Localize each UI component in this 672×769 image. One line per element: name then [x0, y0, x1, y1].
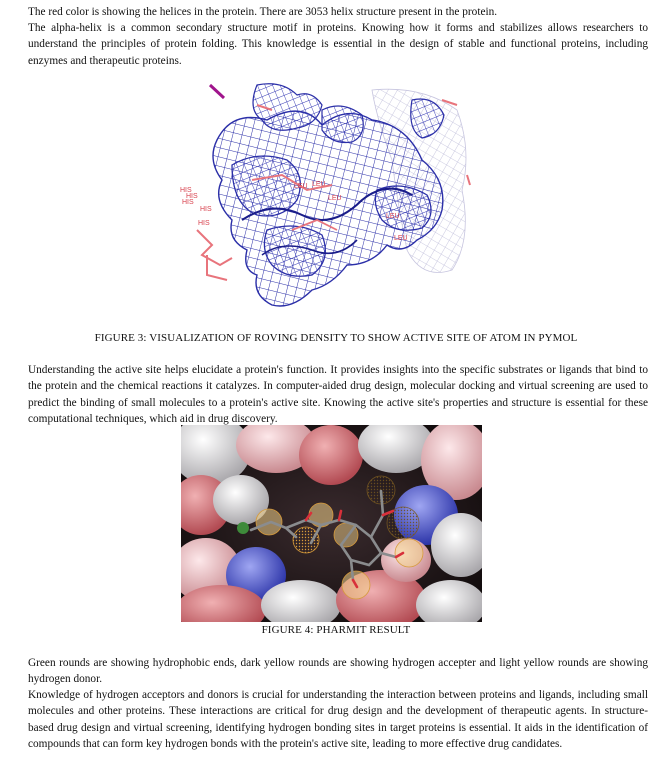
residue-label: LEU — [394, 235, 408, 242]
paragraph-hydrogen-bonding: Knowledge of hydrogen acceptors and donors is crucial for understanding the interaction between proteins and ligands, including small molecules and other proteins. These interactions are critical for drug design and the development of therapeutic agents. In structure-based drug design and virtual screening, identifying hydrogen bonding sites in target proteins is essential. It aids in the identification of compounds that can form key hydrogen bonds with the protein's active site, leading to more effective drug candidates. — [28, 689, 648, 751]
residue-label: LEU — [386, 213, 400, 220]
figure-3-pymol-mesh — [172, 80, 477, 320]
residue-label: HIS — [182, 199, 194, 206]
paragraph-helix-count: The red color is showing the helices in the protein. There are 3053 helix structure present in the protein. — [28, 6, 498, 18]
residue-label: LEU — [328, 195, 342, 202]
paragraph-pharmacophore-legend: Green rounds are showing hydrophobic ends, dark yellow rounds are showing hydrogen accepter and light yellow rounds are showing hydrogen donor. — [28, 657, 648, 686]
residue-label: HIS — [186, 193, 198, 200]
figure-4-pharmit-surface — [181, 425, 482, 622]
figure-3-caption: FIGURE 3: VISUALIZATION OF ROVING DENSITY TO SHOW ACTIVE SITE OF ATOM IN PYMOL — [94, 332, 578, 344]
residue-label: LEU — [312, 181, 326, 188]
paragraph-alpha-helix: The alpha-helix is a common secondary structure motif in proteins. Knowing how it forms and stabilizes allows researchers to understand the principles of protein folding. This knowledge is essential in the design of stable and functional proteins, including enzymes and therapeutic proteins. — [28, 22, 648, 67]
residue-label: HIS — [200, 206, 212, 213]
residue-label: LEU — [294, 183, 308, 190]
figure-4-caption: FIGURE 4: PHARMIT RESULT — [261, 624, 411, 636]
residue-label: HIS — [198, 220, 210, 227]
residue-label: HIS — [180, 187, 192, 194]
paragraph-active-site: Understanding the active site helps elucidate a protein's function. It provides insights into the specific substrates or ligands that bind to the protein and the chemical reactions it catalyzes. In computer-aided drug design, molecular docking and virtual screening are used to predict the binding of small molecules to a protein's active site. Knowing the active site's properties and structure is essential for these computational techniques, which aid in drug discovery. — [28, 364, 648, 426]
